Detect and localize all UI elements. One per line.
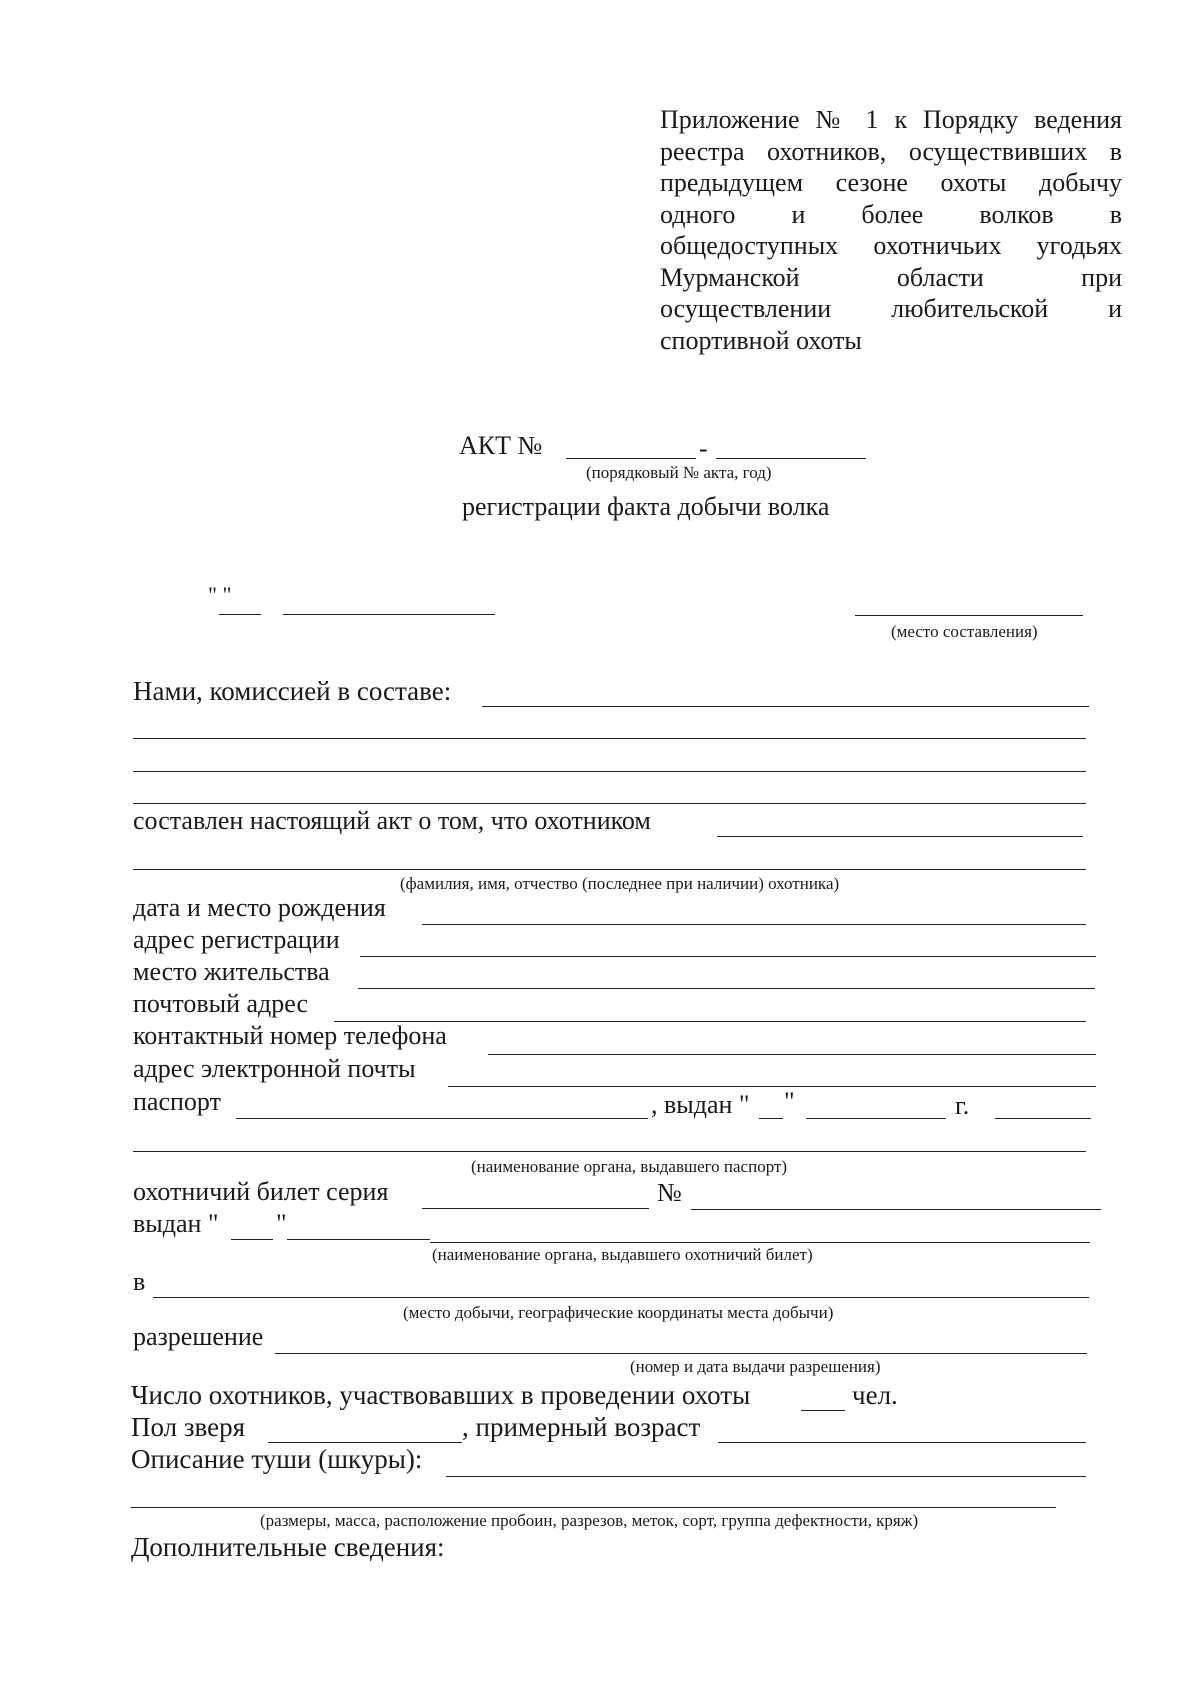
ticket-number-blank[interactable] <box>691 1209 1101 1210</box>
date-day-blank[interactable] <box>219 614 261 615</box>
place-blank[interactable] <box>855 615 1083 616</box>
hunter-name-blank[interactable] <box>717 836 1083 837</box>
appendix-line: реестра охотников, осуществивших в <box>660 136 1122 166</box>
birth-blank[interactable] <box>422 924 1086 925</box>
hunters-count-blank[interactable] <box>801 1410 845 1411</box>
passport-day-blank[interactable] <box>759 1118 783 1119</box>
date-month-blank[interactable] <box>283 614 495 615</box>
registration-label: адрес регистрации <box>133 925 340 954</box>
carcass-label: Описание туши (шкуры): <box>131 1444 423 1474</box>
commission-blank-2[interactable] <box>133 738 1086 739</box>
age-blank[interactable] <box>718 1442 1086 1443</box>
postal-label: почтовый адрес <box>133 989 308 1018</box>
place-caption: (место составления) <box>891 622 1038 641</box>
passport-issuer-blank[interactable] <box>133 1151 1086 1152</box>
hunters-count-label: Число охотников, участвовавших в проведении охоты <box>131 1380 751 1410</box>
act-number-label: АКТ № <box>459 431 543 460</box>
registration-blank[interactable] <box>360 956 1096 957</box>
commission-blank[interactable] <box>482 706 1089 707</box>
appendix-line: Мурманской области при <box>660 262 1122 292</box>
appendix-line: одного и более волков в <box>660 199 1122 229</box>
composed-label: составлен настоящий акт о том, что охотником <box>133 806 651 835</box>
passport-year-label: г. <box>955 1091 970 1120</box>
ticket-issuer-blank[interactable] <box>430 1242 1090 1243</box>
passport-quote-close: " <box>784 1087 795 1116</box>
email-label: адрес электронной почты <box>133 1054 416 1083</box>
permit-label: разрешение <box>133 1322 264 1351</box>
carcass-blank[interactable] <box>446 1476 1086 1477</box>
commission-blank-3[interactable] <box>133 771 1086 772</box>
ticket-caption: (наименование органа, выдавшего охотничий билет) <box>432 1245 813 1264</box>
act-number-caption: (порядковый № акта, год) <box>586 463 772 482</box>
appendix-line: общедоступных охотничьих угодьях <box>660 231 1122 260</box>
email-blank[interactable] <box>448 1086 1096 1087</box>
in-label: в <box>133 1267 146 1296</box>
ticket-quote-close: " <box>276 1209 287 1238</box>
permit-caption: (номер и дата выдачи разрешения) <box>630 1357 881 1376</box>
ticket-series-label: охотничий билет серия <box>133 1177 389 1206</box>
persons-label: чел. <box>852 1380 898 1410</box>
additional-label: Дополнительные сведения: <box>131 1532 445 1562</box>
residence-blank[interactable] <box>358 988 1095 989</box>
act-subtitle: регистрации факта добычи волка <box>462 492 830 521</box>
birth-label: дата и место рождения <box>133 893 386 922</box>
sex-label: Пол зверя <box>131 1412 246 1442</box>
appendix-line: осуществлении любительской и <box>660 294 1122 323</box>
passport-label: паспорт <box>133 1087 221 1116</box>
commission-label: Нами, комиссией в составе: <box>133 676 452 706</box>
passport-year-blank[interactable] <box>995 1118 1091 1119</box>
ticket-issued-label: выдан " <box>133 1209 219 1238</box>
act-year-blank[interactable] <box>716 458 866 459</box>
permit-blank[interactable] <box>275 1353 1087 1354</box>
passport-caption: (наименование органа, выдавшего паспорт) <box>471 1157 788 1176</box>
residence-label: место жительства <box>133 957 330 986</box>
commission-blank-4[interactable] <box>133 803 1086 804</box>
appendix-line: спортивной охоты <box>660 325 862 355</box>
ticket-number-sign: № <box>657 1178 682 1207</box>
kill-place-blank[interactable] <box>153 1297 1089 1298</box>
date-quote-marks: " " <box>208 582 232 607</box>
phone-label: контактный номер телефона <box>133 1021 447 1050</box>
passport-month-blank[interactable] <box>806 1118 946 1119</box>
carcass-blank-2[interactable] <box>131 1507 1056 1508</box>
age-label: , примерный возраст <box>462 1412 701 1442</box>
appendix-line: предыдущем сезоне охоты добычу <box>660 168 1122 197</box>
carcass-caption: (размеры, масса, расположение пробоин, разрезов, меток, сорт, группа дефектности, кряж) <box>260 1511 919 1530</box>
passport-number-blank[interactable] <box>236 1118 648 1119</box>
ticket-series-blank[interactable] <box>422 1208 649 1209</box>
appendix-line: Приложение № 1 к Порядку ведения <box>660 105 1122 134</box>
act-number-blank[interactable] <box>566 458 696 459</box>
phone-blank[interactable] <box>488 1054 1096 1055</box>
hunter-name-blank-2[interactable] <box>133 869 1086 870</box>
fio-caption: (фамилия, имя, отчество (последнее при наличии) охотника) <box>400 874 840 893</box>
passport-issued-label: , выдан " <box>651 1090 750 1119</box>
kill-place-caption: (место добычи, географические координаты места добычи) <box>403 1303 834 1322</box>
sex-blank[interactable] <box>268 1442 462 1443</box>
ticket-month-blank[interactable] <box>287 1239 430 1240</box>
appendix-heading <box>660 104 1122 356</box>
ticket-day-blank[interactable] <box>231 1239 273 1240</box>
act-number-dash: - <box>699 434 708 463</box>
